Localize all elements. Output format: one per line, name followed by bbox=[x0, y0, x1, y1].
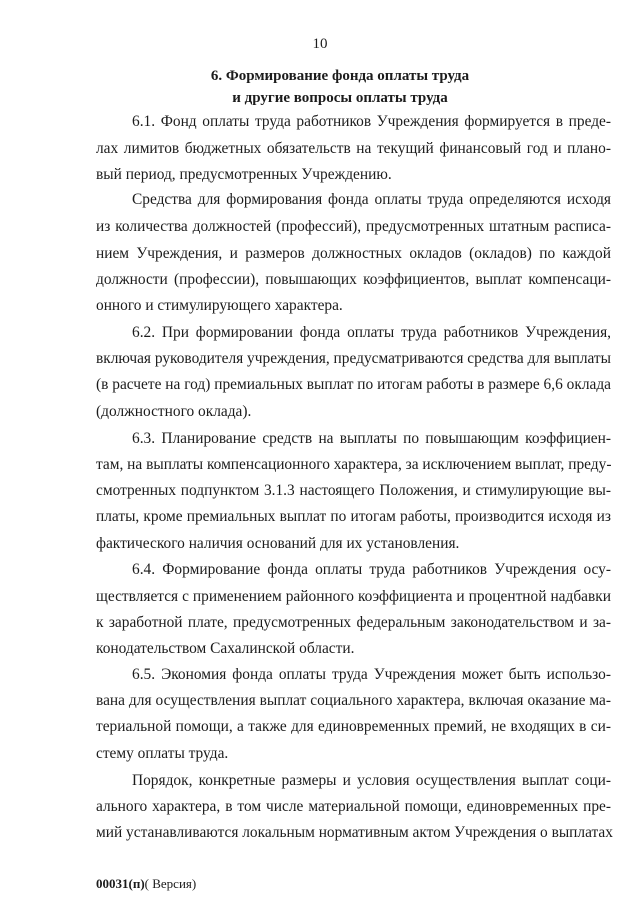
text-line: вана для осуществления выплат социального характера, включая оказание ма- bbox=[96, 692, 611, 709]
text-line: (в расчете на год) премиальных выплат по итогам работы в размере 6,6 оклада bbox=[96, 376, 611, 393]
document-code: 00031(п) bbox=[96, 876, 145, 891]
page-number: 10 bbox=[312, 36, 328, 52]
text-line: конодательством Сахалинской области. bbox=[96, 640, 355, 657]
text-line: Порядок, конкретные размеры и условия осуществления выплат соци- bbox=[132, 772, 611, 789]
text-line: смотренных подпунктом 3.1.3 настоящего Положения, и стимулирующие вы- bbox=[96, 482, 611, 499]
text-line: фактического наличия оснований для их установления. bbox=[96, 535, 460, 552]
text-line: лах лимитов бюджетных обязательств на текущий финансовый год и плано- bbox=[96, 140, 611, 157]
section-title-line-1: 6. Формирование фонда оплаты труда bbox=[210, 68, 470, 84]
text-line: стему оплаты труда. bbox=[96, 745, 229, 762]
text-line: Средства для формирования фонда оплаты труда определяются исходя bbox=[132, 191, 611, 208]
text-line: к заработной плате, предусмотренных федеральным законодательством и за- bbox=[96, 614, 611, 631]
text-line: 6.1. Фонд оплаты труда работников Учреждения формируется в преде- bbox=[132, 113, 611, 130]
text-line: нием Учреждения, и размеров должностных окладов (окладов) по каждой bbox=[96, 245, 611, 262]
text-line: платы, кроме премиальных выплат по итогам работы, производится исходя из bbox=[96, 508, 611, 525]
text-line: 6.3. Планирование средств на выплаты по повышающим коэффициен- bbox=[132, 430, 611, 447]
text-line: 6.2. При формировании фонда оплаты труда работников Учреждения, bbox=[132, 324, 611, 341]
text-line: должности (профессии), повышающих коэффициентов, выплат компенсаци- bbox=[96, 271, 611, 288]
text-line: там, на выплаты компенсационного характера, за исключением выплат, преду- bbox=[96, 456, 612, 473]
text-line: включая руководителя учреждения, предусматриваются средства для выплаты bbox=[96, 350, 611, 367]
text-line: 6.4. Формирование фонда оплаты труда работников Учреждения осу- bbox=[132, 561, 611, 578]
document-version: ( Версия) bbox=[144, 876, 197, 891]
text-line: из количества должностей (профессий), предусмотренных штатным расписа- bbox=[96, 218, 611, 235]
text-line: териальной помощи, а также для единовременных премий, не входящих в си- bbox=[96, 718, 611, 735]
text-line: онного и стимулирующего характера. bbox=[96, 297, 343, 314]
text-line: (должностного оклада). bbox=[96, 403, 252, 420]
text-line: ального характера, в том числе материальной помощи, единовременных пре- bbox=[96, 798, 611, 815]
text-line: 6.5. Экономия фонда оплаты труда Учреждения может быть использо- bbox=[132, 666, 611, 683]
text-line: ществляется с применением районного коэффициента и процентной надбавки bbox=[96, 588, 611, 605]
section-title-line-2: и другие вопросы оплаты труда bbox=[232, 90, 448, 106]
text-line: мий устанавливаются локальным нормативным актом Учреждения о выплатах bbox=[96, 824, 613, 841]
text-line: вый период, предусмотренных Учреждению. bbox=[96, 166, 392, 183]
footer bbox=[96, 876, 196, 892]
